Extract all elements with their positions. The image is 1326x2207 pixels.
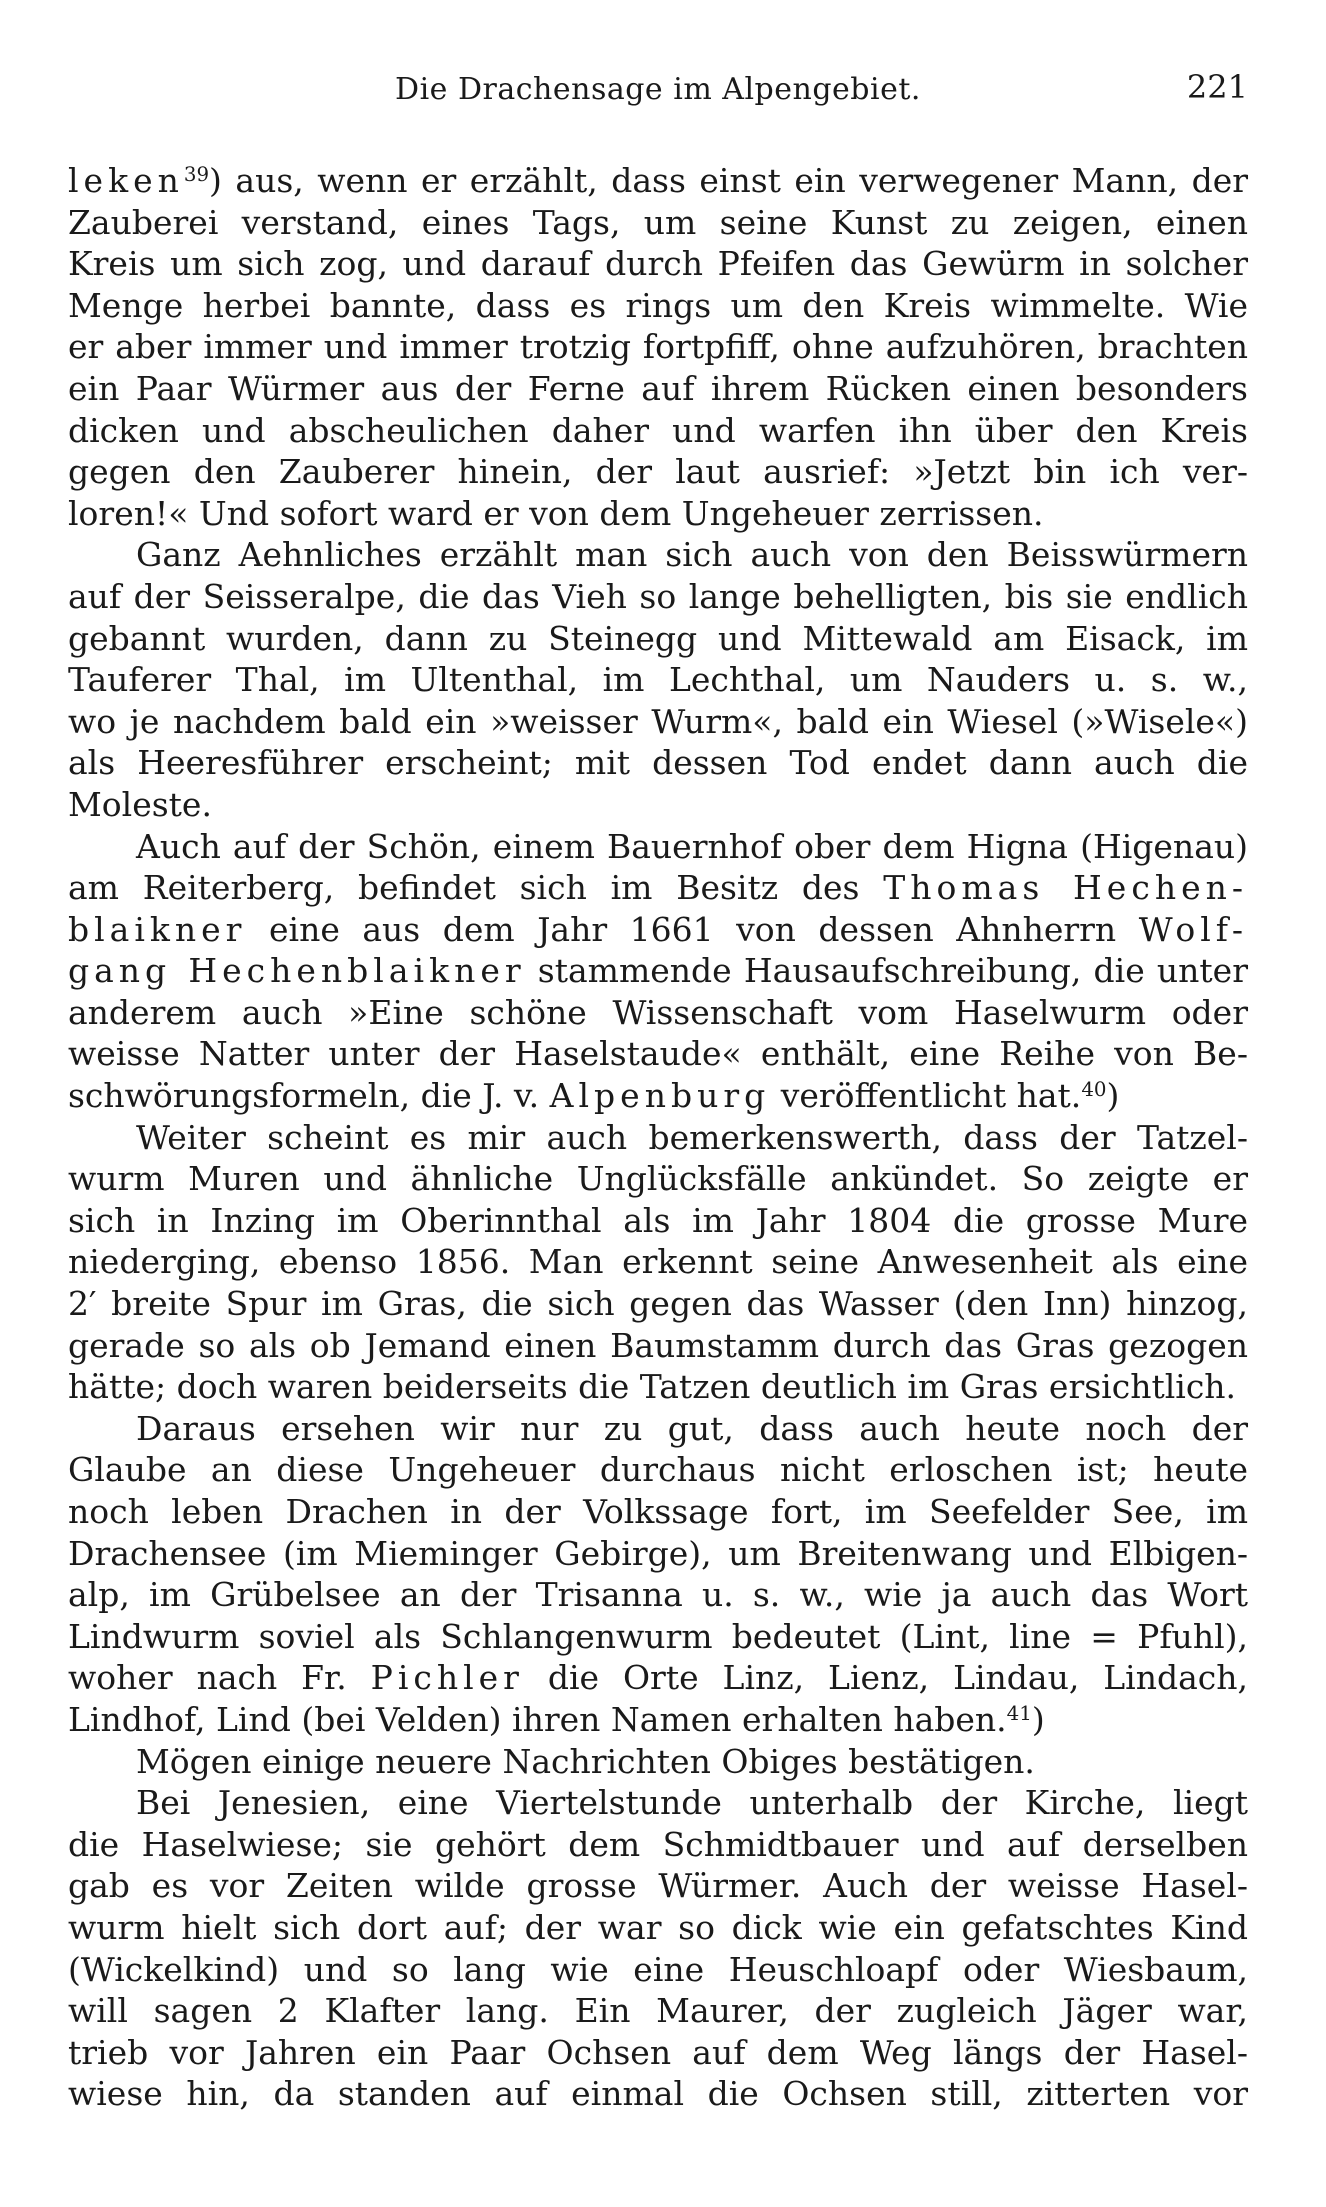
spaced-name: Pichler [370, 1658, 524, 1698]
text-line [68, 1782, 1248, 1824]
text-run: ein Paar Würmer aus der Ferne auf ihrem Rücken einen besonders [68, 368, 1248, 408]
text-line [68, 1865, 1248, 1907]
text-line [68, 1949, 1248, 1991]
book-page [68, 64, 1248, 2115]
text-line [68, 1533, 1248, 1575]
text-run: als Heeresführer erscheint; mit dessen Tod endet dann auch die [68, 743, 1248, 783]
text-line [68, 576, 1248, 618]
text-run: stammende Hausaufschreibung, die unter [525, 951, 1248, 991]
text-run: weisse Natter unter der Haselstaude« enthält, eine Reihe von Be- [68, 1034, 1248, 1074]
text-run: niederging, ebenso 1856. Man erkennt seine Anwesenheit als eine [68, 1242, 1248, 1282]
text-line [68, 1491, 1248, 1533]
text-run: trieb vor Jahren ein Paar Ochsen auf dem Weg längs der Hasel- [68, 2032, 1248, 2072]
text-line [68, 285, 1248, 327]
text-line [68, 1200, 1248, 1242]
text-run: gab es vor Zeiten wilde grosse Würmer. Auch der weisse Hasel- [68, 1866, 1248, 1906]
text-line [68, 1699, 1248, 1741]
text-line [68, 493, 1248, 535]
text-line [68, 784, 1248, 826]
text-line [68, 1283, 1248, 1325]
text-run: loren!« Und sofort ward er von dem Ungeheuer zerrissen. [68, 493, 1044, 533]
running-head [68, 64, 1248, 120]
text-line [68, 1033, 1248, 1075]
footnote-ref: 40 [1081, 1078, 1107, 1102]
text-run: ) aus, wenn er erzählt, dass einst ein verwegener Mann, der [209, 161, 1248, 200]
text-run: Auch auf der Schön, einem Bauernhof ober dem Higna (Higenau) [136, 826, 1248, 866]
text-run: er aber immer und immer trotzig fortpfiff, ohne aufzuhören, brachten [68, 327, 1248, 367]
text-line [68, 1408, 1248, 1450]
text-run: Moleste. [68, 784, 212, 824]
text-line [68, 867, 1248, 909]
text-run: hätte; doch waren beiderseits die Tatzen deutlich im Gras ersichtlich. [68, 1367, 1237, 1407]
text-run: Drachensee (im Mieminger Gebirge), um Breitenwang und Elbigen- [68, 1533, 1248, 1573]
text-line [68, 1574, 1248, 1616]
text-run: 2′ breite Spur im Gras, die sich gegen das Wasser (den Inn) hinzog, [68, 1284, 1248, 1324]
text-line [68, 2032, 1248, 2074]
text-run: noch leben Drachen in der Volkssage fort, im Seefelder See, im [68, 1492, 1248, 1531]
text-line [68, 992, 1248, 1034]
text-line [68, 1325, 1248, 1367]
text-run: veröffentlicht hat. [770, 1076, 1082, 1116]
text-run: Mögen einige neuere Nachrichten Obiges bestätigen. [136, 1741, 1035, 1781]
text-line [68, 1117, 1248, 1159]
text-run: Zauberei verstand, eines Tags, um seine Kunst zu zeigen, einen [68, 202, 1248, 242]
text-run: alp, im Grübelsee an der Trisanna u. s. w., wie ja auch das Wort [68, 1575, 1248, 1615]
text-run: wo je nachdem bald ein »weisser Wurm«, bald ein Wiesel (»Wisele«) [68, 701, 1248, 741]
text-run: gerade so als ob Jemand einen Baumstamm durch das Gras gezogen [68, 1325, 1248, 1365]
text-line [68, 1366, 1248, 1408]
text-run: Lindwurm soviel als Schlangenwurm bedeutet (Lint, line = Pfuhl), [68, 1616, 1248, 1656]
spaced-name: gang Hechenblaikner [68, 951, 526, 991]
text-line [68, 1657, 1248, 1699]
footnote-ref: 41 [1006, 1702, 1032, 1726]
text-line [68, 243, 1248, 285]
text-line [68, 202, 1248, 244]
text-run: wiese hin, da standen auf einmal die Ochsen still, zitterten vor [68, 2074, 1248, 2114]
text-run: Bei Jenesien, eine Viertelstunde unterhalb der Kirche, liegt [136, 1783, 1248, 1823]
text-line [68, 534, 1248, 576]
text-run: Daraus ersehen wir nur zu gut, dass auch heute noch der [136, 1408, 1248, 1448]
text-line [68, 1075, 1248, 1117]
spaced-name: Thomas Hechen- [883, 868, 1249, 908]
text-run: anderem auch »Eine schöne Wissenschaft vom Haselwurm oder [68, 992, 1248, 1032]
text-line [68, 1616, 1248, 1658]
text-line [68, 410, 1248, 452]
text-run: auf der Seisseralpe, die das Vieh so lange behelligten, bis sie endlich [68, 576, 1248, 616]
text-line [68, 451, 1248, 493]
spaced-name: blaikner [68, 909, 247, 949]
page-number: 221 [1186, 68, 1248, 106]
spaced-name: Alpenburg [549, 1076, 771, 1116]
text-run: gegen den Zauberer hinein, der laut ausrief: »Jetzt bin ich ver- [68, 452, 1248, 492]
text-run: wurm Muren und ähnliche Unglücksfälle ankündet. So zeigte er [68, 1159, 1248, 1199]
text-line [68, 701, 1248, 743]
text-run: (Wickelkind) und so lang wie eine Heuschloapf oder Wiesbaum, [68, 1949, 1248, 1989]
running-head-title: Die Drachensage im Alpengebiet. [395, 72, 921, 107]
text-line [68, 1741, 1248, 1783]
text-line [68, 1907, 1248, 1949]
text-run: Menge herbei bannte, dass es rings um den Kreis wimmelte. Wie [68, 285, 1248, 325]
text-line [68, 1990, 1248, 2032]
text-run: eine aus dem Jahr 1661 von dessen Ahnherrn [246, 909, 1139, 949]
text-line [68, 618, 1248, 660]
text-line [68, 160, 1248, 202]
text-line [68, 1241, 1248, 1283]
text-run: die Orte Linz, Lienz, Lindau, Lindach, [523, 1658, 1248, 1698]
text-run: sich in Inzing im Oberinnthal als im Jahr 1804 die grosse Mure [68, 1200, 1248, 1240]
text-run: Kreis um sich zog, und darauf durch Pfeifen das Gewürm in solcher [68, 244, 1248, 284]
spaced-name: leken [68, 161, 184, 200]
text-line [68, 368, 1248, 410]
text-run: woher nach Fr. [68, 1658, 371, 1698]
text-run: die Haselwiese; sie gehört dem Schmidtbauer und auf derselben [68, 1824, 1248, 1864]
text-run: ) [1106, 1076, 1120, 1116]
text-run: gebannt wurden, dann zu Steinegg und Mittewald am Eisack, im [68, 618, 1248, 658]
text-run: Weiter scheint es mir auch bemerkenswerth, dass der Tatzel- [136, 1117, 1248, 1157]
text-run: Ganz Aehnliches erzählt man sich auch von den Beisswürmern [136, 535, 1248, 575]
text-run: ) [1031, 1699, 1045, 1739]
text-run: schwörungsformeln, die J. v. [68, 1076, 550, 1116]
text-line [68, 1824, 1248, 1866]
text-run: Tauferer Thal, im Ultenthal, im Lechthal, um Nauders u. s. w., [68, 660, 1248, 700]
spaced-name: Wolf- [1138, 909, 1248, 949]
text-line [68, 742, 1248, 784]
footnote-ref: 39 [183, 163, 210, 187]
text-line [68, 1158, 1248, 1200]
text-line [68, 909, 1248, 951]
text-line [68, 826, 1248, 868]
text-line [68, 1449, 1248, 1491]
text-run: am Reiterberg, befindet sich im Besitz des [68, 868, 884, 908]
text-run: Glaube an diese Ungeheuer durchaus nicht erloschen ist; heute [68, 1450, 1248, 1490]
text-run: will sagen 2 Klafter lang. Ein Maurer, der zugleich Jäger war, [68, 1991, 1248, 2031]
text-line [68, 326, 1248, 368]
text-run: wurm hielt sich dort auf; der war so dick wie ein gefatschtes Kind [68, 1907, 1248, 1947]
text-run: dicken und abscheulichen daher und warfen ihn über den Kreis [68, 410, 1248, 450]
body-text [68, 160, 1248, 2115]
text-run: Lindhof, Lind (bei Velden) ihren Namen erhalten haben. [68, 1699, 1007, 1739]
text-line [68, 659, 1248, 701]
text-line [68, 950, 1248, 992]
text-line [68, 2073, 1248, 2115]
